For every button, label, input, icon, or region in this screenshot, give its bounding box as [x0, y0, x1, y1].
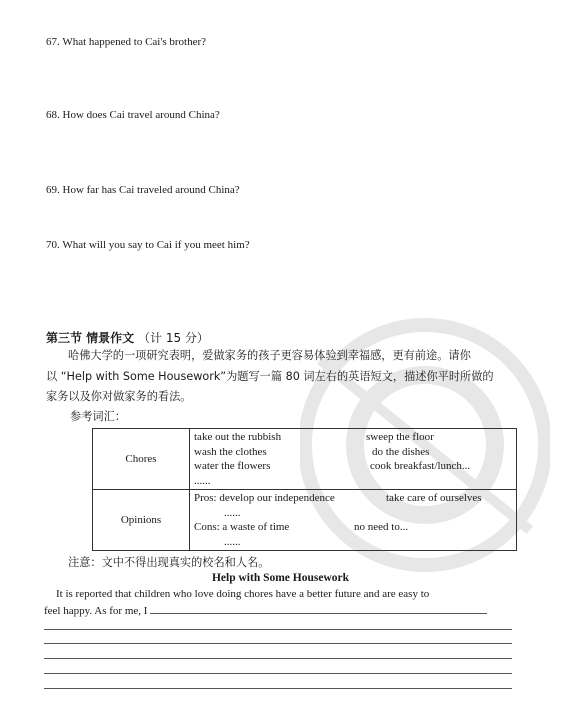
- section-heading: [46, 329, 209, 346]
- prompt-line-3: 家务以及你对做家务的看法。: [46, 390, 192, 403]
- cons-item: no need to...: [354, 521, 409, 533]
- pros-item: take care of ourselves: [386, 492, 482, 504]
- question-text: What will you say to Cai if you meet him?: [62, 239, 250, 251]
- writing-line[interactable]: [44, 673, 512, 674]
- note: 注意：文中不得出现真实的校名和人名。: [68, 556, 270, 569]
- writing-line[interactable]: [44, 629, 512, 630]
- cons-item: Cons: a waste of time: [194, 521, 290, 533]
- section-score: （计 15 分）: [138, 331, 209, 345]
- list-item: [194, 445, 512, 460]
- chore-item: take out the rubbish: [194, 431, 282, 443]
- vocab-table: [92, 428, 517, 551]
- writing-line[interactable]: [44, 688, 512, 689]
- question-70: [46, 239, 250, 251]
- writing-line[interactable]: [44, 643, 512, 644]
- essay-body: [44, 587, 519, 619]
- table-row: [93, 429, 517, 490]
- question-69: [46, 184, 240, 196]
- chore-item: do the dishes: [372, 445, 430, 458]
- list-item: [194, 474, 512, 489]
- question-text: How far has Cai traveled around China?: [62, 184, 240, 196]
- question-67: [46, 36, 206, 48]
- essay-line-2: [44, 602, 519, 619]
- question-68: [46, 109, 220, 121]
- pros-more: ......: [224, 506, 241, 519]
- list-item: [194, 491, 512, 506]
- vocab-label: 参考词汇：: [70, 410, 126, 423]
- chore-item: cook breakfast/lunch...: [370, 460, 471, 472]
- list-item: [194, 430, 512, 445]
- essay-title: Help with Some Housework: [211, 572, 350, 584]
- chores-cell: [190, 429, 517, 490]
- chore-item: sweep the floor: [366, 431, 434, 443]
- opinions-label: Opinions: [93, 490, 190, 551]
- question-text: How does Cai travel around China?: [62, 109, 220, 121]
- question-number: 70.: [46, 239, 60, 251]
- essay-line-2-text: feel happy. As for me, I: [44, 605, 148, 617]
- chore-more: ......: [194, 474, 211, 487]
- writing-line[interactable]: [44, 658, 512, 659]
- list-item: [194, 459, 512, 474]
- cons-more: ......: [224, 535, 241, 548]
- chore-item: water the flowers: [194, 460, 271, 472]
- chore-item: wash the clothes: [194, 445, 267, 458]
- question-number: 69.: [46, 184, 60, 196]
- prompt-line-2: 以 “Help with Some Housework”为题写一篇 80 词左右的英语短文，描述你平时所做的: [46, 370, 494, 383]
- chores-label: Chores: [93, 429, 190, 490]
- question-number: 68.: [46, 109, 60, 121]
- prompt-line-1: 哈佛大学的一项研究表明，爱做家务的孩子更容易体验到幸福感，更有前途。请你: [68, 349, 471, 362]
- writing-line[interactable]: [150, 602, 487, 614]
- section-title: 第三节 情景作文: [46, 331, 135, 345]
- table-row: [93, 490, 517, 551]
- question-number: 67.: [46, 36, 60, 48]
- essay-line-1: It is reported that children who love doing chores have a better future and are easy to: [56, 588, 430, 600]
- opinions-cell: [190, 490, 517, 551]
- list-item: [194, 520, 512, 535]
- question-text: What happened to Cai's brother?: [62, 36, 207, 48]
- pros-item: Pros: develop our independence: [194, 492, 335, 504]
